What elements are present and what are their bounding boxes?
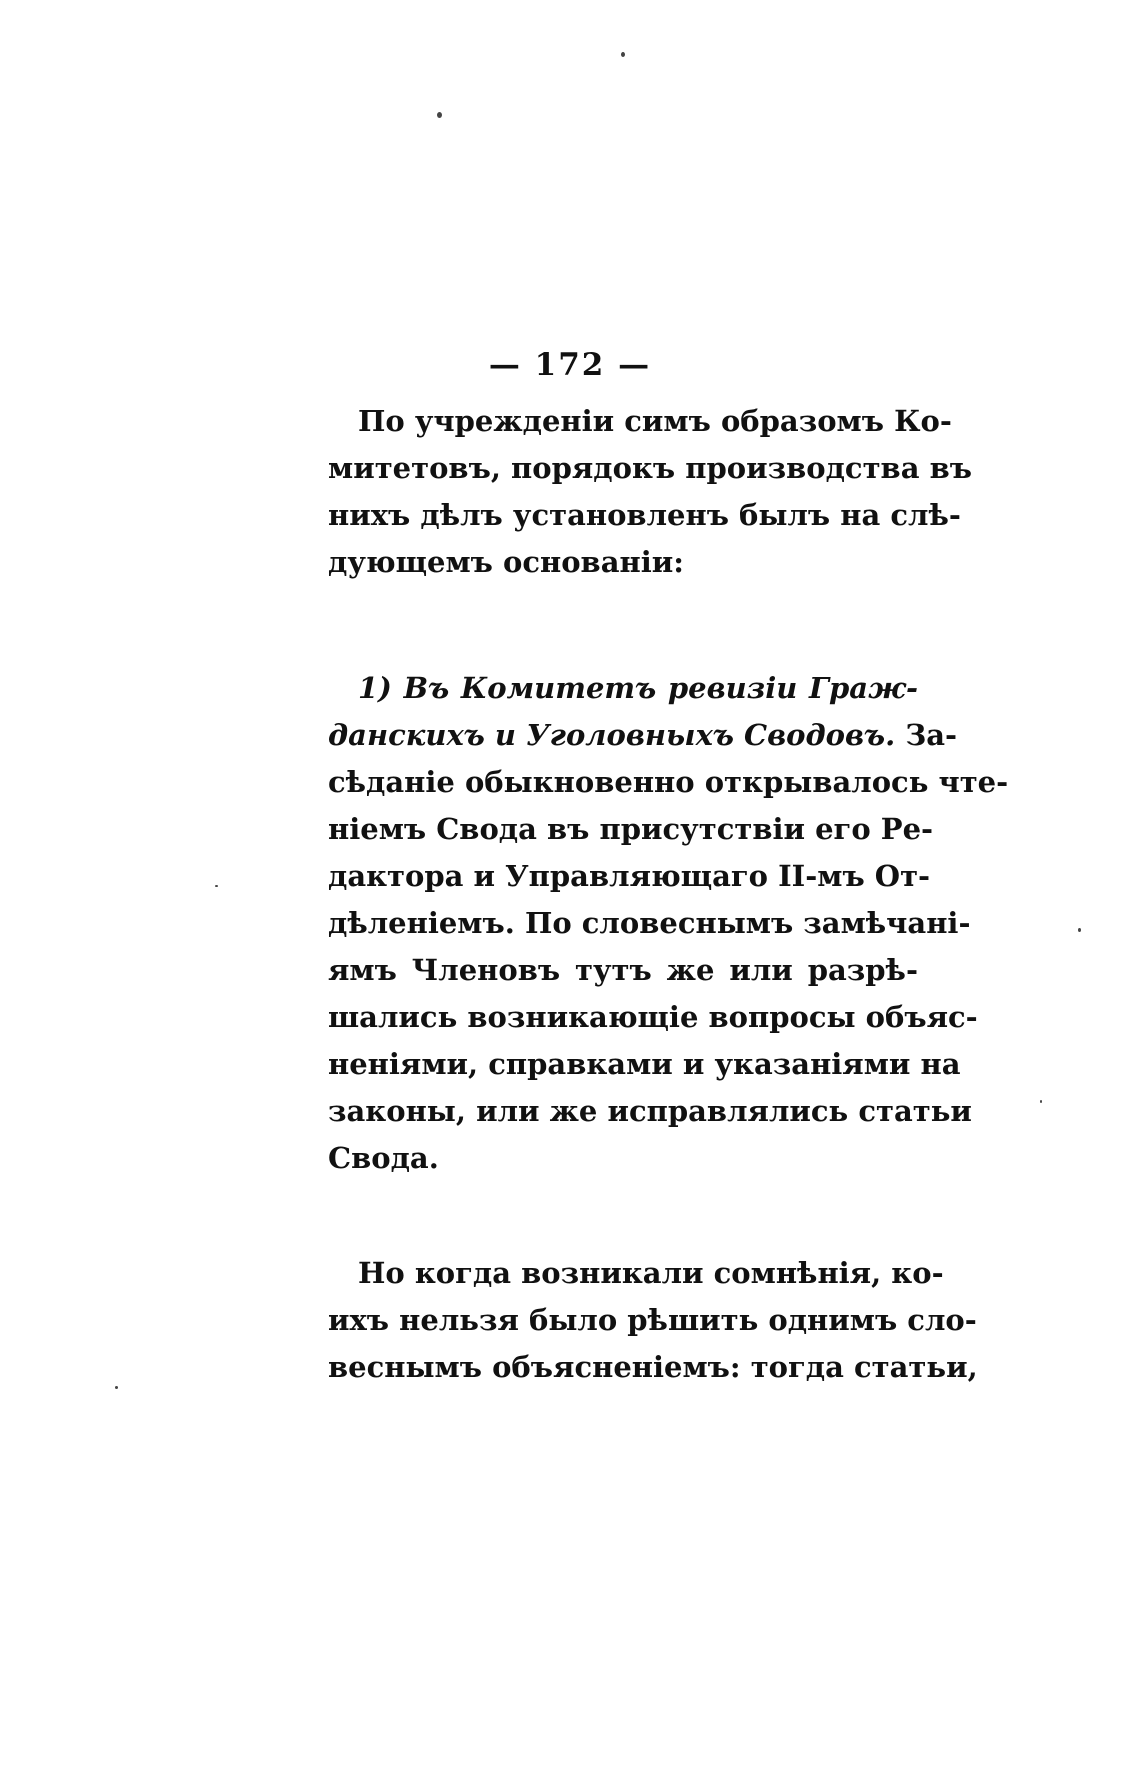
text-line: ямъ Членовъ тутъ же или разрѣ- [328, 953, 918, 987]
paragraph-1 [328, 398, 972, 586]
text-fragment: За- [895, 718, 958, 752]
scan-speck [1040, 1100, 1042, 1103]
text-line: Свода. [328, 1141, 439, 1175]
page-number: — 172 — [488, 347, 652, 383]
text-line: дактора и Управляющаго II-мъ От- [328, 859, 931, 893]
scan-speck [1078, 928, 1081, 932]
section-title: данскихъ и Уголовныхъ Сводовъ. [328, 718, 896, 752]
scan-speck [437, 112, 442, 118]
text-line: дѣленіемъ. По словеснымъ замѣчані- [328, 906, 971, 940]
text-line: шались возникающіе вопросы объяс- [328, 1000, 978, 1034]
text-line: Но когда возникали сомнѣнія, ко- [358, 1256, 944, 1290]
scan-speck [621, 52, 625, 57]
text-line: сѣданіе обыкновенно открывалось чте- [328, 765, 1009, 799]
text-line-italic: 1) Въ Комитетъ ревизіи Граж- [358, 671, 918, 705]
text-line: митетовъ, порядокъ производства въ [328, 451, 972, 485]
text-line-mixed [328, 712, 958, 759]
scan-speck [215, 885, 218, 887]
text-line: законы, или же исправлялись статьи [328, 1094, 972, 1128]
text-line: веснымъ объясненіемъ: тогда статьи, [328, 1350, 978, 1384]
text-line: По учрежденіи симъ образомъ Ко- [358, 404, 952, 438]
text-line: неніями, справками и указаніями на [328, 1047, 961, 1081]
text-line: ніемъ Свода въ присутствіи его Ре- [328, 812, 934, 846]
text-line: нихъ дѣлъ установленъ былъ на слѣ- [328, 498, 961, 532]
text-line: дующемъ основаніи: [328, 545, 684, 579]
text-line: ихъ нельзя было рѣшить однимъ сло- [328, 1303, 977, 1337]
paragraph-2 [328, 665, 1009, 1182]
scan-speck [115, 1386, 118, 1389]
paragraph-3 [328, 1250, 978, 1391]
